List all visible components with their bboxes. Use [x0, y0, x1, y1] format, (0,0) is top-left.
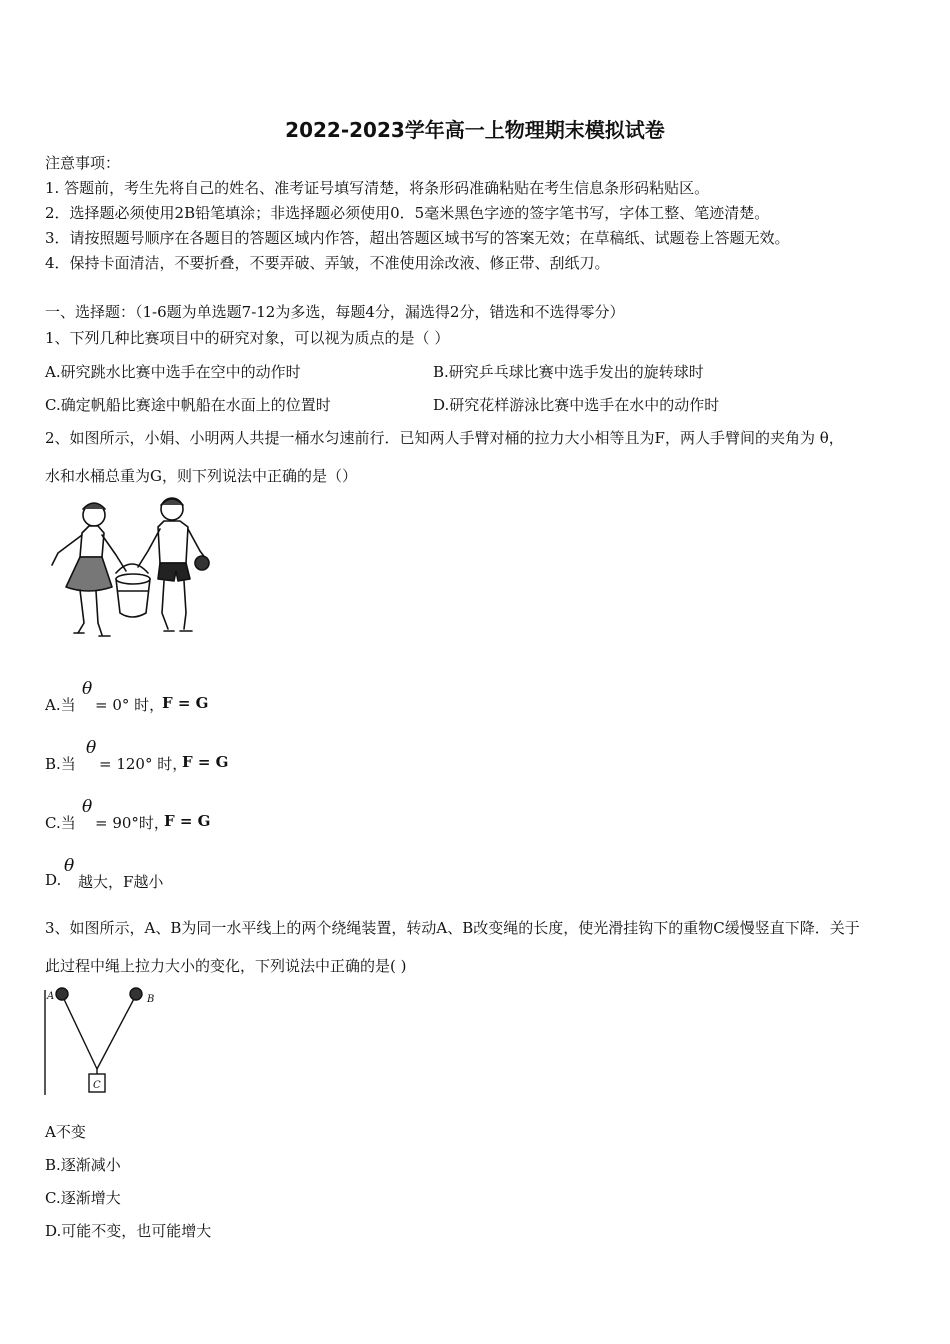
q2-option-c-prefix: C.当	[45, 814, 76, 832]
q2-option-b-result: F = G	[182, 753, 229, 771]
q3-option-d: D.可能不变，也可能增大	[45, 1222, 212, 1240]
page-title: 2022-2023学年高一上物理期末模拟试卷	[285, 118, 665, 142]
q2-option-a-prefix: A.当	[45, 696, 76, 714]
q1-option-b: B.研究乒乓球比赛中选手发出的旋转球时	[433, 363, 704, 381]
q2-option-d-theta: θ	[64, 856, 75, 876]
q3-label-a: A	[47, 991, 55, 1002]
q3-option-a: A不变	[45, 1123, 86, 1141]
q2-option-c-value: = 90°时，	[95, 814, 169, 832]
q2-option-b-value: = 120° 时，	[99, 755, 188, 773]
q1-stem: 1、下列几种比赛项目中的研究对象，可以视为质点的是（ ）	[45, 329, 450, 347]
q2-figure-children-bucket	[44, 495, 220, 650]
q2-option-a-value: = 0° 时，	[95, 696, 165, 714]
q2-option-b-prefix: B.当	[45, 755, 76, 773]
q2-stem-line2: 水和水桶总重为G，则下列说法中正确的是（）	[45, 467, 357, 485]
notice-item-1: 1. 答题前，考生先将自己的姓名、准考证号填写清楚，将条形码准确粘贴在考生信息条形码粘贴区。	[45, 179, 710, 197]
q2-option-a-result: F = G	[162, 694, 209, 712]
q2-option-c-theta: θ	[82, 797, 93, 817]
q3-option-c: C.逐渐增大	[45, 1189, 121, 1207]
q1-option-d: D.研究花样游泳比赛中选手在水中的动作时	[433, 396, 720, 414]
q3-stem-line1: 3、如图所示，A、B为同一水平线上的两个绕绳装置，转动A、B改变绳的长度，使光滑挂钩下的重物C缓慢竖直下降．关于	[45, 919, 860, 937]
notice-item-4: 4．保持卡面清洁，不要折叠，不要弄破、弄皱，不准使用涂改液、修正带、刮纸刀。	[45, 254, 610, 272]
q2-option-c-result: F = G	[164, 812, 211, 830]
notice-item-3: 3．请按照题号顺序在各题目的答题区域内作答，超出答题区域书写的答案无效；在草稿纸、试题卷上答题无效。	[45, 229, 790, 247]
q3-label-b: B	[147, 994, 155, 1005]
q2-option-b-theta: θ	[86, 738, 97, 758]
q2-option-d-prefix: D.	[45, 871, 62, 889]
section-heading: 一、选择题：（1-6题为单选题7-12为多选，每题4分，漏选得2分，错选和不选得零分）	[45, 303, 625, 321]
q3-figure-rope-pulley	[44, 985, 164, 1097]
q2-option-a-theta: θ	[82, 679, 93, 699]
notice-item-2: 2．选择题必须使用2B铅笔填涂；非选择题必须使用0．5毫米黑色字迹的签字笔书写，字体工整、笔迹清楚。	[45, 204, 770, 222]
q3-label-c: C	[93, 1080, 101, 1091]
q1-option-a: A.研究跳水比赛中选手在空中的动作时	[45, 363, 301, 381]
q3-option-b: B.逐渐减小	[45, 1156, 121, 1174]
q2-option-d-text: 越大，F越小	[78, 873, 164, 891]
q3-stem-line2: 此过程中绳上拉力大小的变化，下列说法中正确的是( )	[45, 957, 407, 975]
notice-heading: 注意事项：	[45, 154, 121, 172]
q1-option-c: C.确定帆船比赛途中帆船在水面上的位置时	[45, 396, 331, 414]
q2-stem-line1: 2、如图所示，小娟、小明两人共提一桶水匀速前行．已知两人手臂对桶的拉力大小相等且为F，两人手臂间的夹角为 θ，	[45, 429, 844, 447]
